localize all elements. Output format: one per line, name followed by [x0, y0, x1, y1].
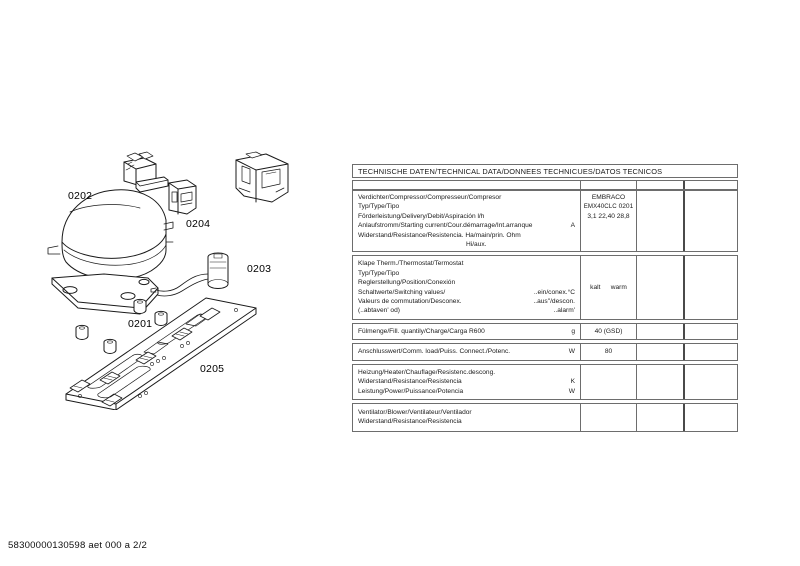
part-label-0201: 0201: [128, 318, 153, 330]
thermostat-cold-label: kalt: [590, 284, 601, 292]
load-description: [353, 344, 581, 359]
value-line: EMBRACO: [591, 194, 626, 201]
desc-line: Förderleistung/Delivery/Debit/Aspiración l/h: [358, 212, 485, 220]
part-label-0204: 0204: [186, 218, 211, 230]
table-block-blower: [352, 403, 738, 432]
desc-line: [358, 347, 580, 356]
part-label-0205: 0205: [200, 363, 225, 375]
compressor-col-d: [685, 191, 737, 251]
table-block-connected-load: [352, 343, 738, 360]
charge-col-c: [637, 324, 685, 339]
desc-line: Reglerstellung/Position/Conexión: [358, 279, 456, 287]
compressor-descriptions: [353, 191, 581, 251]
thermostat-descriptions: [353, 256, 581, 318]
blower-descriptions: [353, 404, 581, 431]
compressor-values: [581, 191, 637, 251]
unit-label: W: [568, 348, 575, 356]
desc-text: Leistung/Power/Puissance/Potencia: [358, 387, 464, 395]
parts-diagram: [40, 150, 340, 410]
thermostat-values: [581, 256, 637, 318]
part-label-0202: 0202: [68, 190, 93, 202]
thermostat-warm-label: warm: [610, 284, 627, 292]
desc-text: Schaltwerte/Switching values/: [358, 288, 446, 296]
unit-label: A: [570, 222, 575, 230]
desc-line: [358, 327, 580, 336]
document-footer-caption: 58300000130598 aet 000 a 2/2: [8, 540, 147, 551]
exploded-view-drawing: [40, 150, 340, 410]
col-c-spacer: [637, 181, 685, 189]
capacitor-leads: [151, 274, 208, 296]
desc-line: Typ/Type/Tipo: [358, 203, 400, 211]
desc-line: [358, 377, 580, 386]
unit-label: W: [568, 387, 575, 395]
desc-line: Hi/aux.: [466, 241, 487, 249]
heater-col-d: [685, 365, 737, 399]
relay-cover: [236, 152, 288, 202]
col-d-spacer: [685, 181, 737, 189]
heater-values: [581, 365, 637, 399]
mid-label: ..alarm': [553, 307, 575, 315]
desc-line: [358, 387, 580, 396]
compressor-shell: [62, 190, 166, 280]
value-line: 40 (GSD): [594, 327, 623, 335]
desc-line: [358, 221, 580, 230]
desc-line: Widerstand/Resistance/Resistencia: [358, 418, 462, 426]
technical-data-table: [352, 164, 738, 432]
relay-module: [169, 180, 196, 214]
unit-label: g: [571, 327, 575, 335]
desc-line: [358, 288, 580, 297]
desc-line: [358, 306, 580, 315]
unit-label: K: [570, 378, 575, 386]
load-col-c: [637, 344, 685, 359]
value-line: 22,40: [598, 212, 615, 220]
value-line: 3,1: [587, 212, 597, 220]
table-block-heater: [352, 364, 738, 400]
desc-line: Klape Therm./Thermostat/Termostat: [358, 260, 464, 268]
desc-line: Ventilator/Blower/Ventilateur/Ventilador: [358, 408, 472, 416]
capacitor: [208, 253, 228, 289]
table-block-thermostat: [352, 255, 738, 319]
table-title: TECHNISCHE DATEN/TECHNICAL DATA/DONNEES TECHNICUES/DATOS TECNICOS: [352, 164, 738, 178]
table-block-refrigerant-charge: [352, 323, 738, 340]
charge-description: [353, 324, 581, 339]
desc-line: Heizung/Heater/Chauflage/Resistenc.descong.: [358, 368, 496, 376]
desc-line: Typ/Type/Tipo: [358, 269, 400, 277]
col-value-spacer: [581, 181, 637, 189]
thermostat-col-d: [685, 256, 737, 318]
desc-line: Verdichter/Compressor/Compresseur/Compresor: [358, 194, 502, 201]
compressor-col-c: [637, 191, 685, 251]
table-block-compressor: [352, 190, 738, 252]
blower-col-c: [637, 404, 685, 431]
mid-label: ..aus"/descon.: [533, 298, 575, 306]
desc-text: (..abtaven' od): [358, 307, 400, 315]
thermostat-col-c: [637, 256, 685, 318]
charge-value: [581, 324, 637, 339]
desc-line: Widerstand/Resistance/Resistencia. Ha/main/prin. Ohm: [358, 231, 521, 239]
table-column-header-band: [352, 180, 738, 190]
value-line: EMX40CLC: [583, 203, 617, 211]
load-value: [581, 344, 637, 359]
load-col-d: [685, 344, 737, 359]
charge-col-d: [685, 324, 737, 339]
thermostat-range: [581, 284, 636, 291]
value-line: 80: [604, 348, 613, 356]
terminal-bracket: [124, 152, 168, 192]
value-line: 0201: [618, 203, 634, 211]
mid-label: ..ein/conex.°C: [533, 288, 575, 296]
desc-line: [358, 297, 580, 306]
heater-descriptions: [353, 365, 581, 399]
blower-col-d: [685, 404, 737, 431]
desc-text: Anlaufstromm/Starting current/Cour.démarrage/Int.arranque: [358, 222, 533, 230]
desc-text: Fülmenge/Fill. quantily/Charge/Carga R600: [358, 327, 485, 335]
desc-text: Valeurs de commutation/Desconex.: [358, 298, 462, 306]
col-desc-spacer: [353, 181, 581, 189]
value-line: 28,8: [616, 212, 630, 220]
desc-text: Anschlusswert/Comm. load/Puiss. Connect./Potenc.: [358, 348, 511, 356]
heater-col-c: [637, 365, 685, 399]
desc-text: Widerstand/Resistance/Resistencia: [358, 378, 462, 386]
part-label-0203: 0203: [247, 263, 272, 275]
blower-values: [581, 404, 637, 431]
